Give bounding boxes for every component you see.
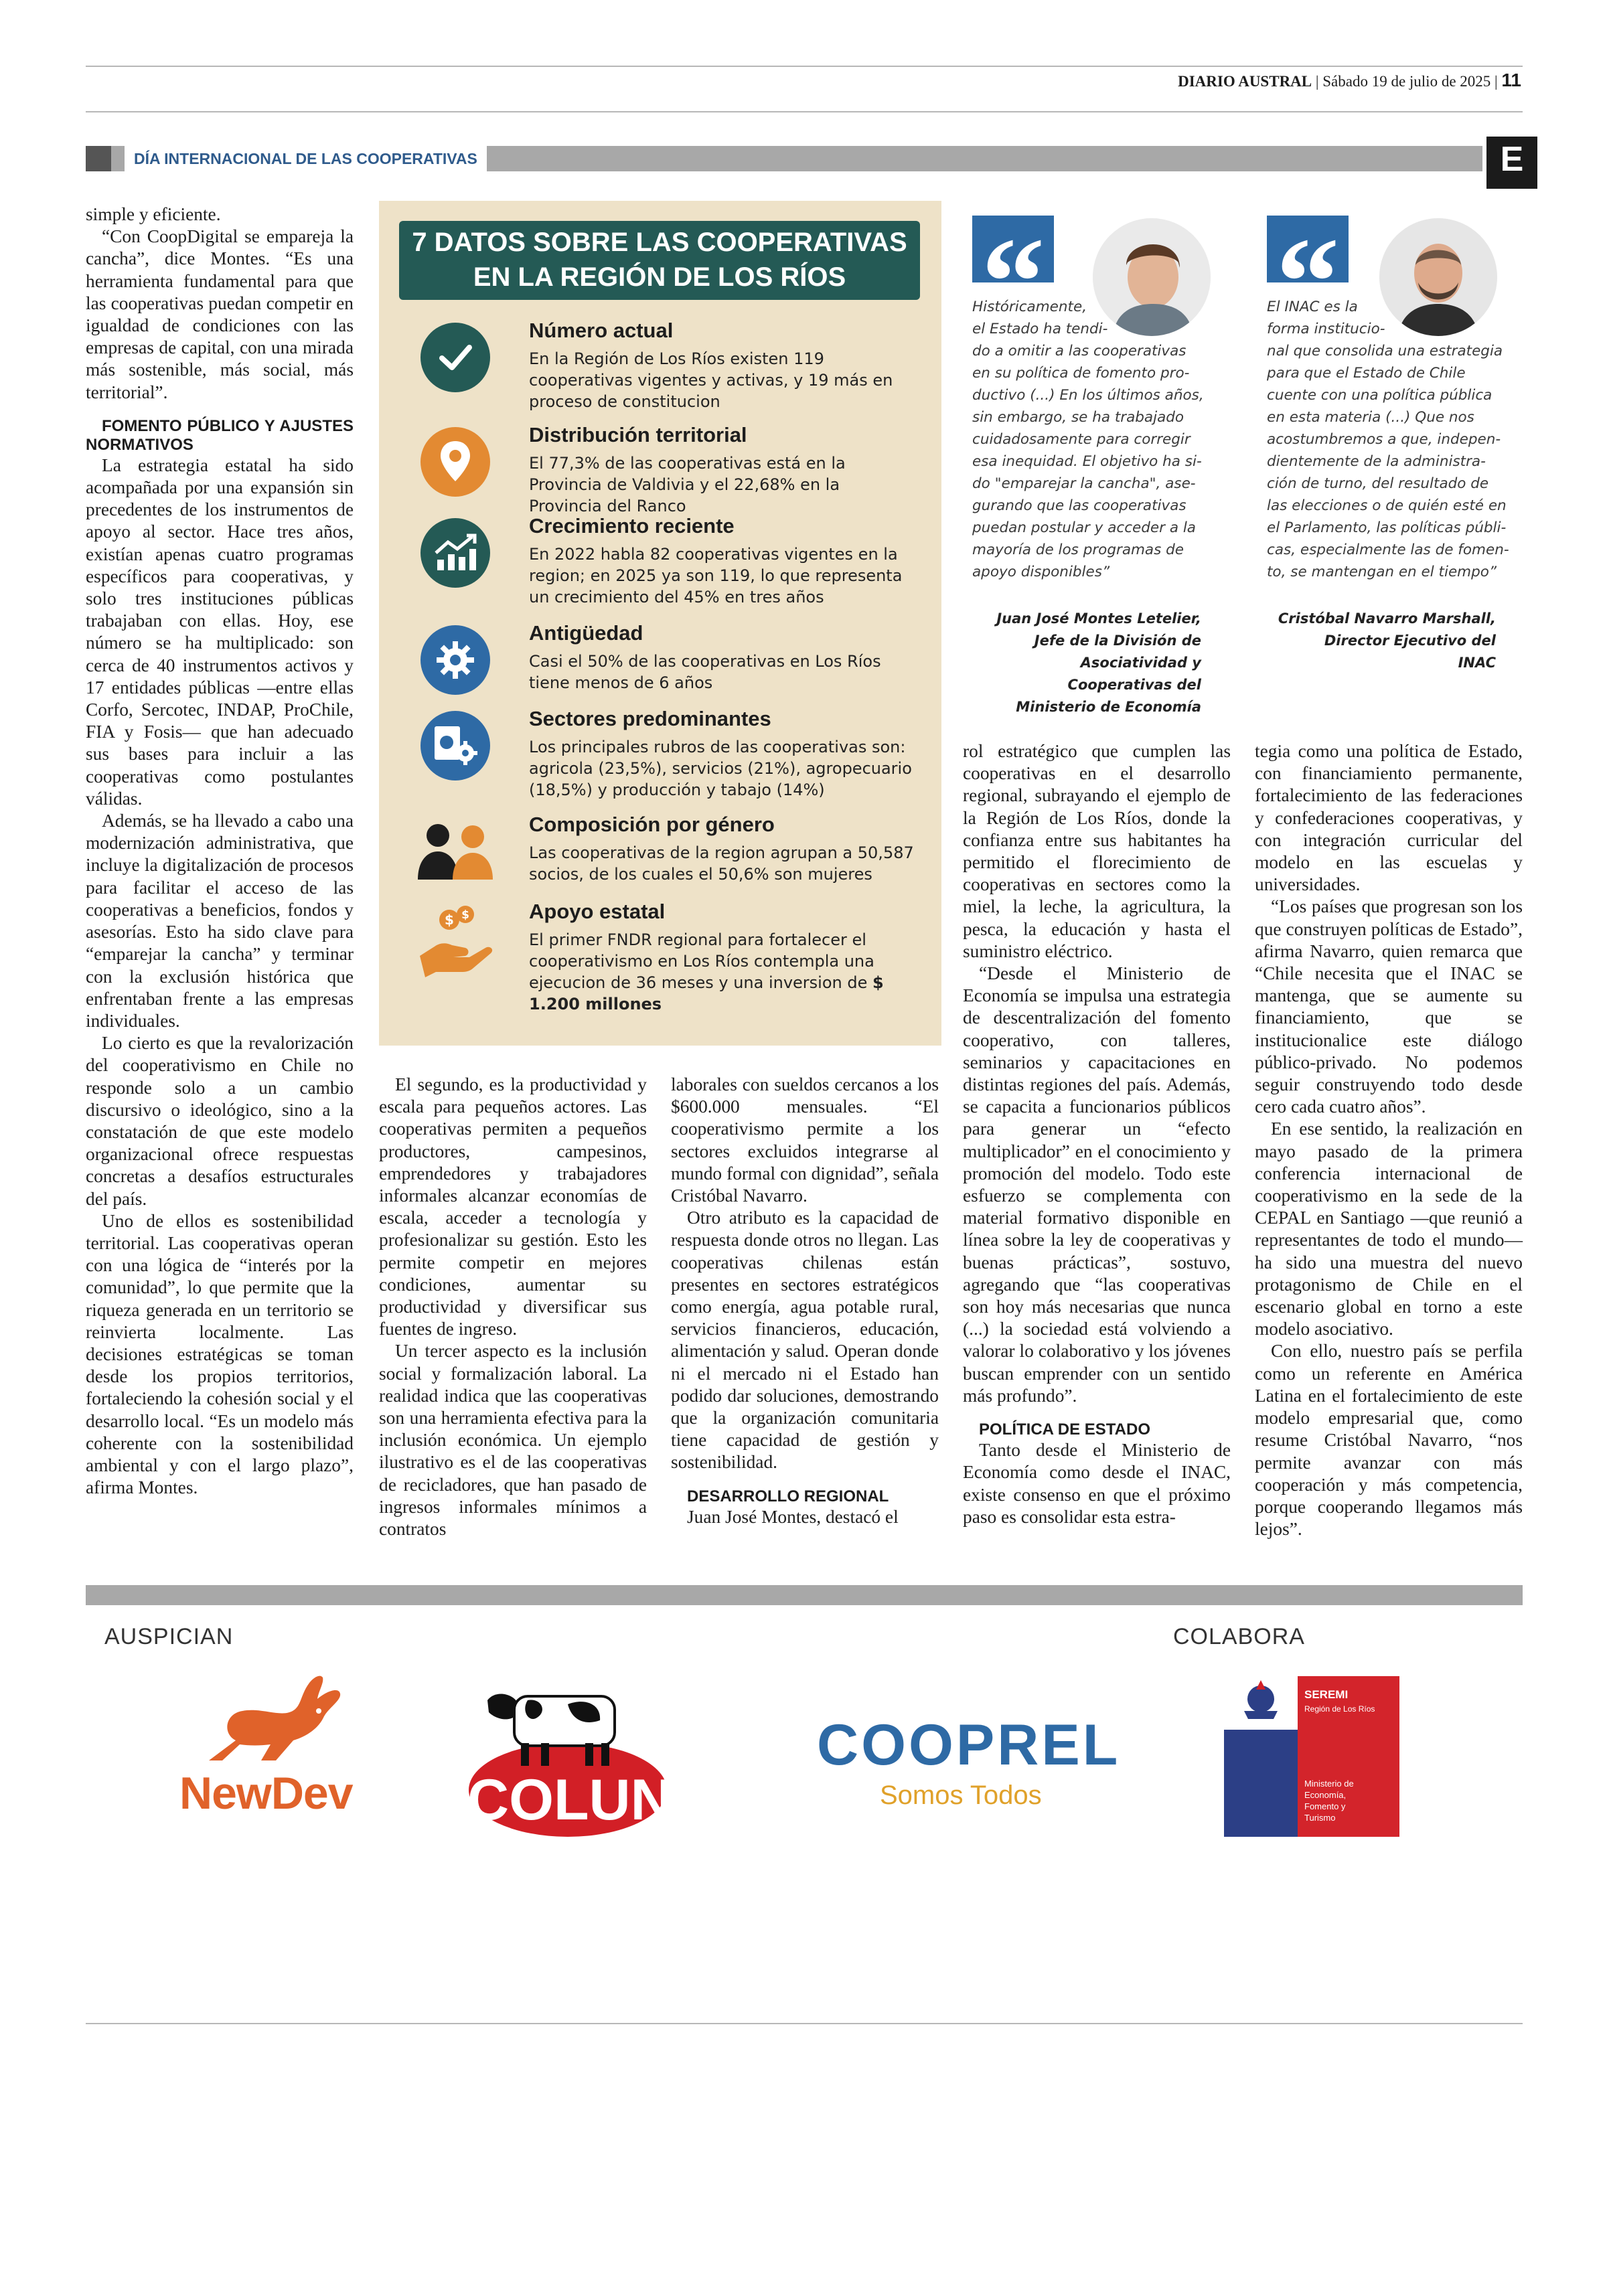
growth-chart-icon	[420, 518, 490, 588]
paragraph: “Los países que progresan son los que construyen políticas de Estado”, afirma Navarro, quien remarca que “Chile necesita que el INAC se mantenga, que se aumente su financiamiento, que se institucionalice este diálogo público-privado. No podemos seguir construyendo todo desde cero cada cuatro años”.	[1255, 896, 1523, 1117]
fact-text: En 2022 habla 82 cooperativas vigentes en la region; en 2025 ya son 119, lo que representa un crecimiento del 45% en tres años	[529, 545, 903, 606]
quote-line: gurando que las cooperativas	[972, 497, 1187, 514]
quote-line: ción de turno, del resultado de	[1267, 475, 1489, 492]
quote-line: dientemente de la administra-	[1267, 453, 1486, 470]
gear-icon	[420, 625, 490, 695]
colun-wordmark: COLUN	[467, 1768, 672, 1832]
colun-logo	[467, 1677, 675, 1838]
fact-title: Apoyo estatal	[529, 900, 666, 923]
people-icon	[412, 817, 500, 886]
seremi-region: Región de Los Ríos	[1304, 1704, 1375, 1714]
paragraph: Un tercer aspecto es la inclusión social y formalización laboral. La realidad indica que las cooperativas son una herramienta efectiva para la inclusión económica. Un ejemplo ilustrativo es el de las cooperativas de recicladores, que han pasado de ingresos informales mínimos a contratos	[379, 1341, 647, 1540]
infographic-box	[379, 201, 941, 1046]
attribution-line: Director Ejecutivo del	[1324, 633, 1496, 649]
paragraph: “Con CoopDigital se empareja la cancha”, dice Montes. “Es una herramienta fundamental para que las cooperativas puedan competir en igualdad de condiciones con las empresas de capital, con una mirada más sostenible, más social, más territorial”.	[86, 226, 354, 402]
fact-title: Crecimiento reciente	[529, 514, 735, 538]
seremi-title: SEREMI	[1304, 1688, 1349, 1701]
section-label: DÍA INTERNACIONAL DE LAS COOPERATIVAS	[125, 146, 487, 171]
cooprel-logo	[779, 1704, 1154, 1810]
quote-line: apoyo disponibles”	[972, 564, 1110, 580]
fact-title: Composición por género	[529, 813, 775, 836]
quote-line: acostumbremos a que, indepen-	[1267, 431, 1501, 448]
newdev-logo	[175, 1667, 384, 1827]
quote-line: cuente con una política pública	[1267, 387, 1493, 404]
coat-of-arms-icon	[1224, 1676, 1298, 1730]
location-pin-icon	[420, 427, 490, 497]
check-icon	[420, 323, 490, 392]
quote-line: forma institucio-	[1267, 321, 1385, 337]
article-column-5	[1255, 740, 1523, 1540]
page-header	[1178, 70, 1521, 91]
cooprel-slogan: Somos Todos	[880, 1781, 1042, 1810]
issue-date: Sábado 19 de julio de 2025	[1322, 73, 1491, 90]
article-column-1	[86, 203, 354, 1499]
fact-text	[529, 929, 917, 1015]
newspaper-name: DIARIO AUSTRAL	[1178, 73, 1312, 90]
quote-line: do a omitir a las cooperativas	[972, 343, 1187, 359]
quote-line: El INAC es la	[1267, 299, 1358, 315]
seremi-ministry: Ministerio de Economía, Fomento y Turismo	[1304, 1779, 1354, 1823]
paragraph: tegia como una política de Estado, con financiamiento permanente, fortalecimiento de las federaciones y confederaciones cooperativas, y con integración curricular del modelo en las escuelas y universidades.	[1255, 741, 1523, 895]
paragraph: La estrategia estatal ha sido acompañada por una expansión sin precedentes de los instrumentos de apoyo al sector. Hace tres años, existían apenas cuatro programas específicos para cooperativas, y solo tres instituciones públicas trabajaban con ellas. Hoy, ese número se ha multiplicado: son cerca de 40 instrumentos activos y 17 entidades públicas —entre ellas Corfo, Sercotec, INDAP, ProChile, FIA y Fosis— que han adecuado sus bases para incluir a las cooperativas como postulantes válidas.	[86, 455, 354, 809]
paragraph: laborales con sueldos cercanos a los $600.000 mensuales. “El cooperativismo permite a los sectores excluidos integrarse al mundo formal con dignidad”, señala Cristóbal Navarro.	[671, 1074, 939, 1206]
svg-text:$: $	[445, 912, 454, 928]
sponsor-band	[86, 1585, 1523, 1605]
paragraph: rol estratégico que cumplen las cooperativas en el desarrollo regional, subrayando el ejemplo de la Región de Los Ríos, donde la confianza entre sus habitantes ha permitido el florecimiento de cooperativas en sectores como la miel, la leche, la agricultura, la pesca, la educación y hasta el suministro eléctrico.	[963, 741, 1231, 961]
paragraph: Juan José Montes, destacó el	[687, 1506, 899, 1527]
paragraph: Lo cierto es que la revalorización del cooperativismo en Chile no responde solo a un cambio discursivo o ideológico, sino a la constatación de que este modelo organizacional ofrece respuestas concretas a desafíos estructurales del país.	[86, 1033, 354, 1209]
svg-text:$: $	[461, 908, 469, 922]
auspician-label: AUSPICIAN	[104, 1624, 234, 1649]
paragraph: simple y eficiente.	[86, 204, 221, 224]
page-number: 11	[1501, 70, 1521, 90]
quote-line: en esta materia (...) Que nos	[1267, 409, 1474, 426]
fact-text-bold: $ 1.200 millones	[529, 973, 884, 1013]
seremi-logo	[1224, 1676, 1399, 1837]
paragraph: Tanto desde el Ministerio de Economía como desde el INAC, existe consenso en que el próximo paso es consolidar esta estra-	[963, 1440, 1231, 1527]
fact-text-main: El primer FNDR regional para fortalecer el cooperativismo en Los Ríos contempla una ejecucion de 36 meses	[529, 930, 874, 992]
fact-text: En la Región de Los Ríos existen 119 cooperativas vigentes y activas, y 19 más en proceso de constitucion	[529, 349, 893, 411]
quote-line: el Estado ha tendi-	[972, 321, 1108, 337]
quote-line: to, se mantengan en el tiempo”	[1267, 564, 1497, 580]
infographic-title	[399, 221, 920, 300]
quote-attribution	[1267, 608, 1496, 674]
quote-mark-icon	[972, 216, 1054, 282]
quote-line: sin embargo, se ha trabajado	[972, 409, 1184, 426]
quote-text	[972, 296, 1227, 583]
fact-text-prefix: y una inversion de	[718, 973, 872, 992]
quote-line: ductivo (...) En los últimos años,	[972, 387, 1204, 404]
quote-line: nal que consolida una estrategia	[1267, 343, 1503, 359]
separator: |	[1495, 73, 1498, 90]
article-column-4	[963, 740, 1231, 1528]
seremi-red-panel	[1298, 1676, 1399, 1837]
quote-line: el Parlamento, las políticas públi-	[1267, 519, 1507, 536]
quote-line: para que el Estado de Chile	[1267, 365, 1466, 382]
fact-text: Casi el 50% de las cooperativas en Los Ríos tiene menos de 6 años	[529, 652, 881, 692]
colabora-label: COLABORA	[1173, 1624, 1305, 1649]
attribution-line: INAC	[1458, 655, 1496, 671]
section-square	[86, 146, 111, 171]
bottom-rule	[86, 2023, 1523, 2024]
money-hand-icon	[412, 904, 500, 984]
infographic-title-line: EN LA REGIÓN DE LOS RÍOS	[473, 262, 846, 292]
newdev-wordmark: NewDev	[179, 1768, 353, 1819]
gears-icon	[420, 711, 490, 781]
subheading: DESARROLLO REGIONAL	[687, 1487, 889, 1505]
paragraph: El segundo, es la productividad y escala para pequeños actores. Las cooperativas permiten a pequeños productores, campesinos, emprendedores y trabajadores informales alcanzar economías de escala, acceder a tecnología y profesionalizar su gestión. Esto les permite competir en mejores condiciones, aumentar su productividad y diversificar sus fuentes de ingreso.	[379, 1074, 647, 1339]
paragraph: Además, se ha llevado a cabo una modernización administrativa, que incluye la digitalización de procesos para facilitar el acceso de las cooperativas a beneficios, fondos y asesorías. Esto ha sido clave para “emparejar la cancha” y terminar con la exclusión histórica que enfrentaban frente a las empresas individuales.	[86, 811, 354, 1031]
quote-line: en su política de fomento pro-	[972, 365, 1190, 382]
quote-line: esa inequidad. El objetivo ha si-	[972, 453, 1202, 470]
fact-text: Las cooperativas de la region agrupan a 50,587 socios, de los cuales el 50,6% son mujeres	[529, 843, 914, 884]
quote-text	[1267, 296, 1521, 583]
quote-line: cuidadosamente para corregir	[972, 431, 1191, 448]
quote-line: puedan postular y acceder a la	[972, 519, 1196, 536]
paragraph: En ese sentido, la realización en mayo pasado de la primera conferencia internacional de cooperativismo en la sede de la CEPAL en Santiago —que reunió a representantes de todo el mundo— ha sido una muestra del nuevo protagonismo de Chile en el escenario global en torno a este modelo asociativo.	[1255, 1119, 1523, 1339]
article-column-3	[671, 1074, 939, 1528]
fact-title: Sectores predominantes	[529, 707, 771, 730]
section-logo: E	[1482, 133, 1541, 193]
section-bar	[86, 146, 1523, 171]
article-column-2	[379, 1074, 647, 1540]
attribution-line: Cristóbal Navarro Marshall,	[1278, 610, 1496, 627]
fact-title: Distribución territorial	[529, 423, 747, 446]
paragraph: “Desde el Ministerio de Economía se impulsa una estrategia de descentralización del fomento cooperativo, con talleres, seminarios y capacitaciones en distintas regiones del país. Además, se capacita a funcionarios públicos para generar un “efecto multiplicador” en el conocimiento y promoción del modelo. Todo este esfuerzo se complementa con material formativo disponible en línea sobre la ley de cooperativas y buenas prácticas”, sostuvo, agregando que “las cooperativas son hoy más necesarias que nunca (...) la sociedad está volviendo a valorar lo colaborativo y los jóvenes buscan emprender con un sentido más profundo”.	[963, 963, 1231, 1406]
attribution-line: Juan José Montes Letelier,	[996, 610, 1201, 627]
fact-text: Los principales rubros de las cooperativas son: agricola (23,5%), servicios (21%), agropecuario (18,5%) y producción y tabajo (14%)	[529, 738, 912, 799]
infographic-title-line: 7 DATOS SOBRE LAS COOPERATIVAS	[412, 228, 907, 257]
fact-title: Número actual	[529, 319, 674, 342]
quote-line: las elecciones o de quién esté en	[1267, 497, 1507, 514]
paragraph: Otro atributo es la capacidad de respuesta donde otros no llegan. Las cooperativas chilenas están presentes en sectores estratégicos como energía, agua potable rural, servicios financieros, educación, alimentación y salud. Operan donde ni el mercado ni el Estado han podido dar soluciones, demostrando que la organización comunitaria tiene capacidad de gestión y sostenibilidad.	[671, 1208, 939, 1473]
attribution-line: Jefe de la División de	[1034, 633, 1201, 649]
quote-line: cas, especialmente las de fomen-	[1267, 542, 1509, 558]
paragraph: Uno de ellos es sostenibilidad territorial. Las cooperativas operan con una lógica de “interés por la comunidad”, lo que permite que la riqueza generada en un territorio se reinvierta localmente. Las decisiones estratégicas se toman desde los propios territorios, fortaleciendo la cohesión social y el desarrollo local. “Es un modelo más coherente con la sostenibilidad ambiental y con el largo plazo”, afirma Montes.	[86, 1210, 354, 1498]
quote-line: mayoría de los programas de	[972, 542, 1184, 558]
header-rule	[86, 111, 1523, 112]
quote-line: do "emparejar la cancha", ase-	[972, 475, 1196, 492]
top-rule	[86, 66, 1523, 67]
rabbit-icon	[175, 1667, 384, 1767]
quote-attribution	[972, 608, 1201, 718]
subheading: FOMENTO PÚBLICO Y AJUSTES NORMATIVOS	[86, 416, 354, 454]
paragraph: Con ello, nuestro país se perfila como un referente en América Latina en el fortalecimiento de este modelo empresarial que, como resume Cristóbal Navarro, “nos permite avanzar con más cooperación y más competencia, porque cooperando llegamos más lejos”.	[1255, 1341, 1523, 1540]
subheading: POLÍTICA DE ESTADO	[979, 1420, 1151, 1439]
fact-title: Antigüedad	[529, 621, 643, 645]
attribution-line: Asociatividad y Cooperativas del	[1067, 655, 1201, 693]
quote-line: Históricamente,	[972, 299, 1087, 315]
separator: |	[1315, 73, 1319, 90]
fact-text: El 77,3% de las cooperativas está en la Provincia de Valdivia y el 22,68% en la Provincia del Ranco	[529, 454, 846, 515]
quote-mark-icon	[1267, 216, 1349, 282]
cooprel-wordmark: COOPREL	[817, 1713, 1121, 1777]
attribution-line: Ministerio de Economía	[1016, 699, 1201, 715]
